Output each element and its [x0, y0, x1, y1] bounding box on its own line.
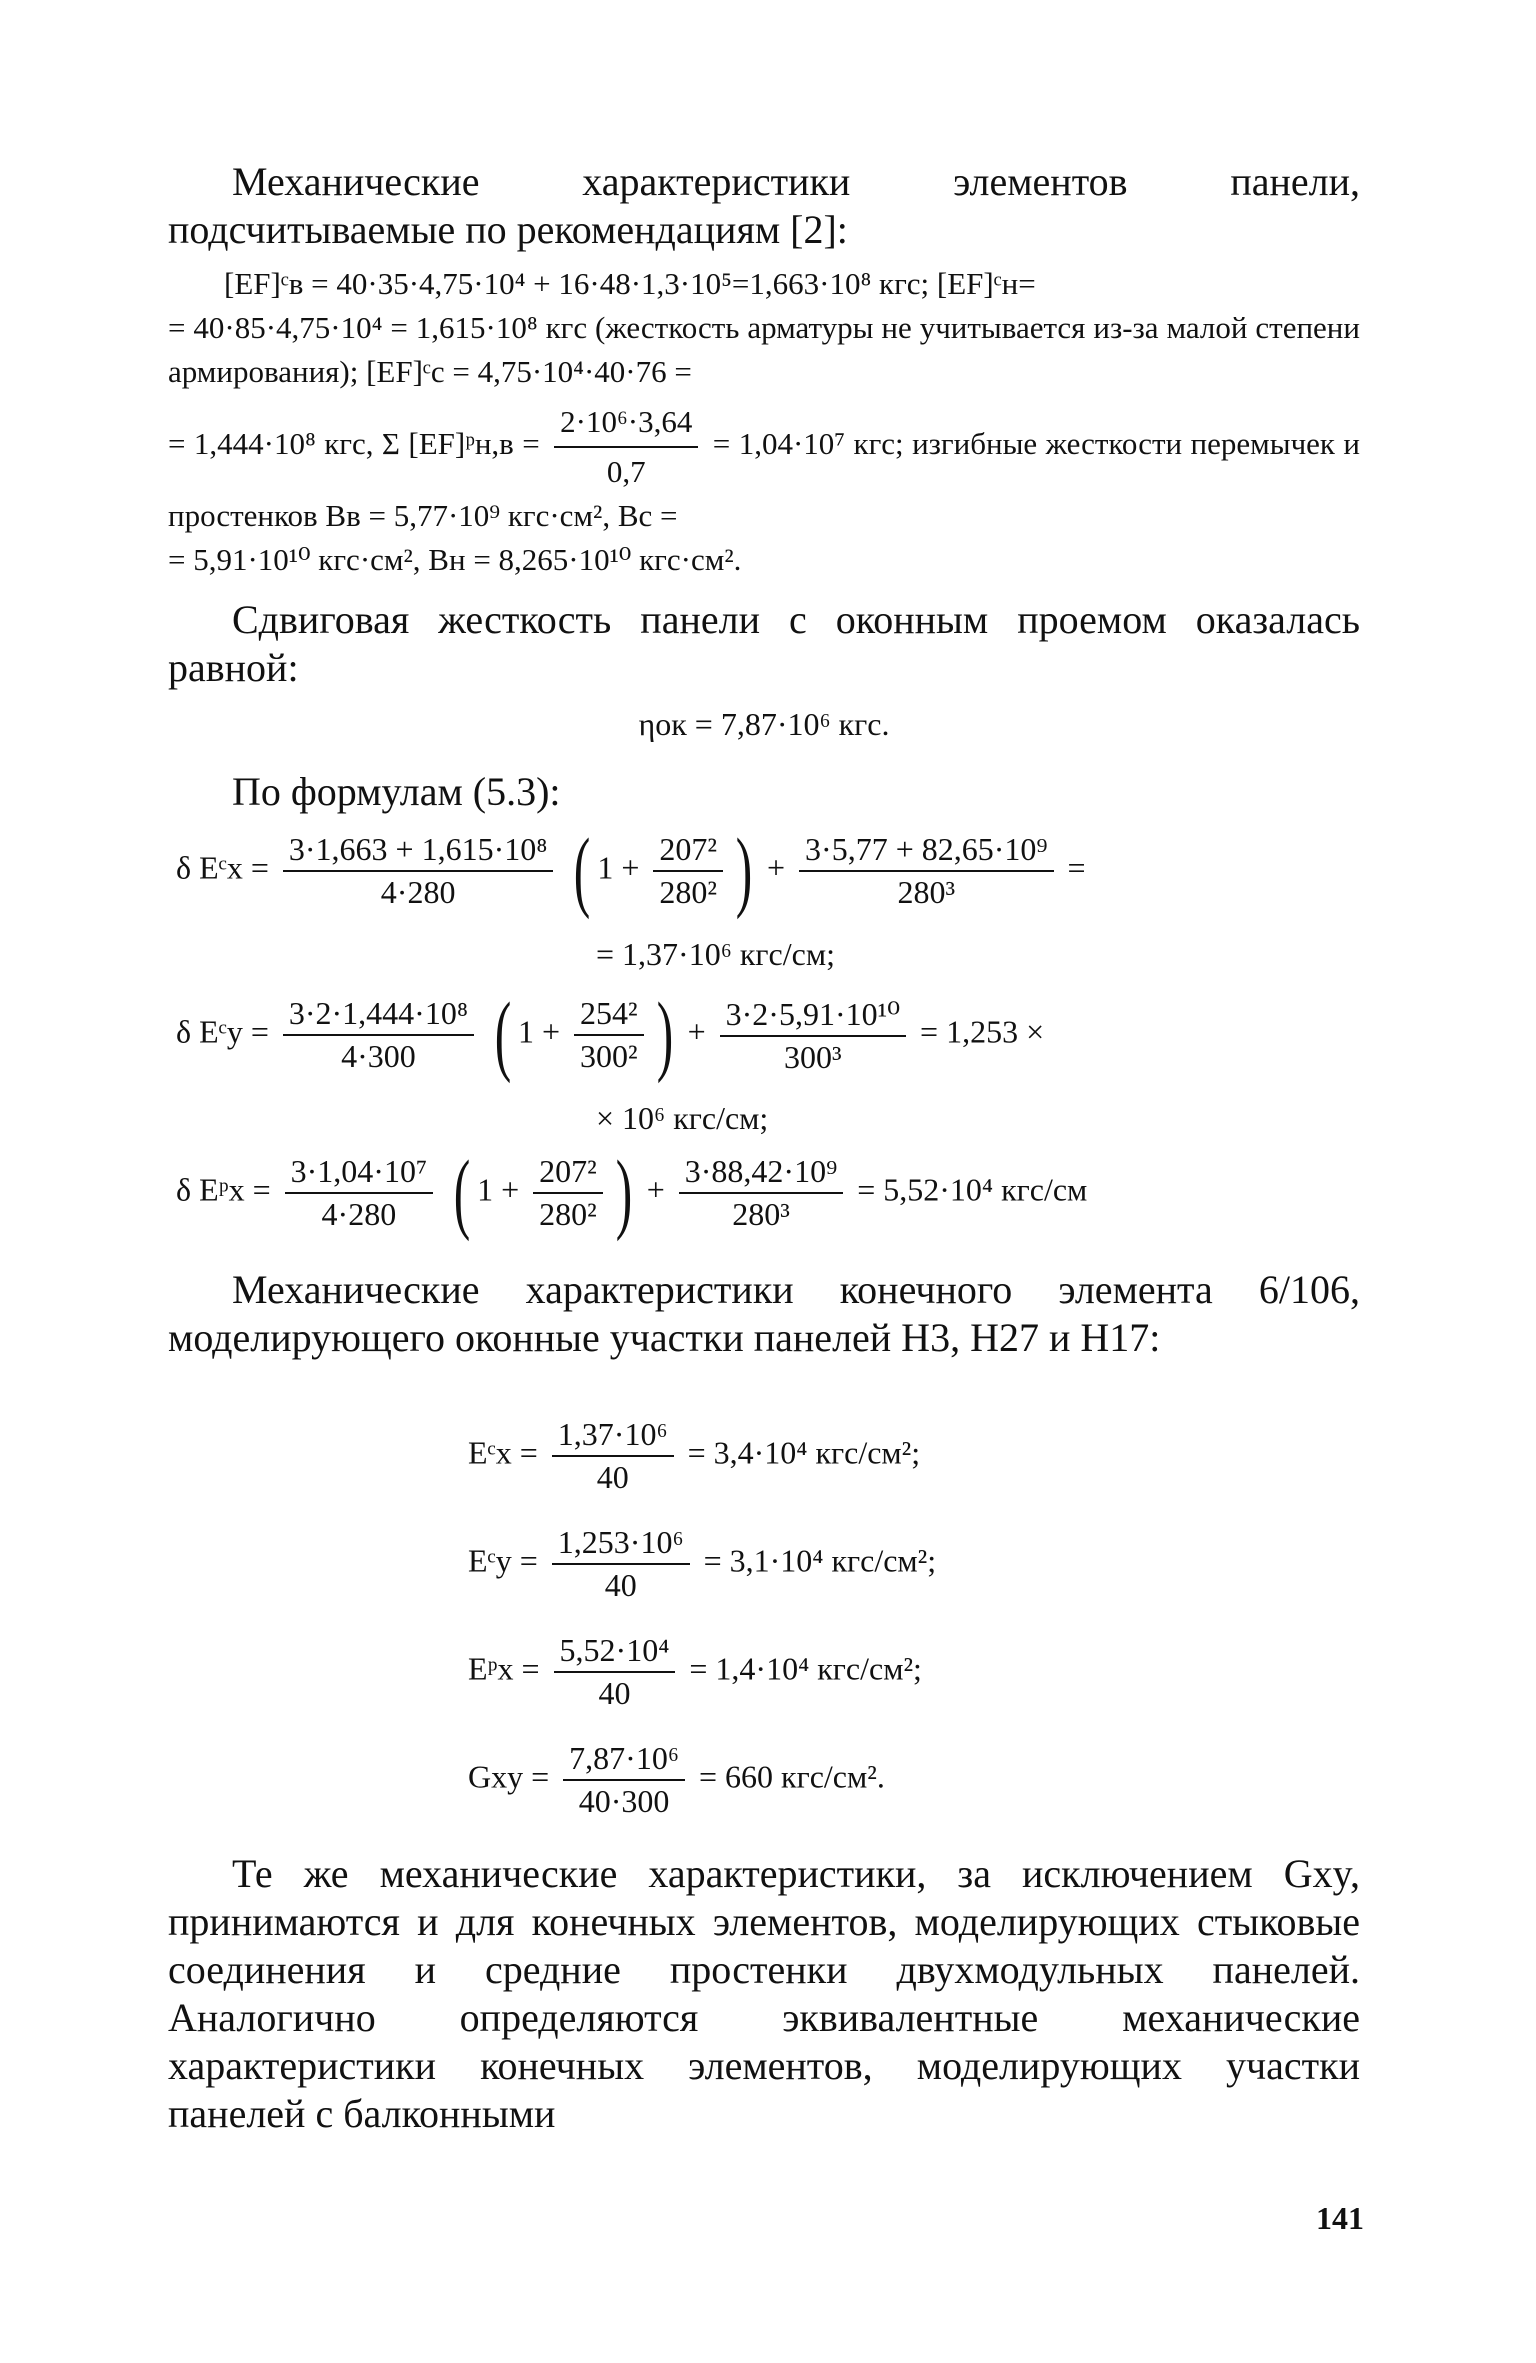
- stiffness-line-1: [EF]ᶜв = 40·35·4,75·10⁴ + 16·48·1,3·10⁵=1,663·10⁸ кгс; [EF]ᶜн=: [224, 266, 1036, 301]
- stiffness-block: [168, 262, 1360, 582]
- shear-paragraph: Сдвиговая жесткость панели с оконным проемом оказалась равной:: [168, 597, 1360, 690]
- shear-formula: ηок = 7,87·10⁶ кгс.: [638, 706, 890, 742]
- result-gxy: Gxy = $\frac{\text{7,87·10⁶}}{40\cdot 300}$ = 660 кгс/см².: [468, 1740, 885, 1819]
- closing-paragraph: Те же механические характеристики, за исключением Gxy, принимаются и для конечных элементов, моделирующих стыковые соединения и средние простенки двухмодульных панелей. Аналогично определяются эквивалентные механические характеристики конечных элементов, моделирующих участки панелей с балконными: [168, 1851, 1360, 2136]
- intro-paragraph: Механические характеристики элементов панели, подсчитываемые по рекомендациям [2]:: [168, 159, 1360, 252]
- formula-1-result: = 1,37·10⁶ кгс/см;: [596, 936, 835, 972]
- formulas-intro: По формулам (5.3):: [232, 769, 561, 814]
- element-paragraph: Механические характеристики конечного элемента 6/106, моделирующего оконные участки панелей H3, H27 и H17:: [168, 1267, 1360, 1360]
- result-ey: Eᶜy = $\frac{\text{1,253·10⁶}}{40}$ = 3,1·10⁴ кгс/см²;: [468, 1524, 937, 1603]
- formula-1: δ Eᶜx = $\frac{\text{3·1,663 + 1,615·10⁸}}{4\cdot 280}$ ( 1 + $\frac{\text{207²}}{\text{280²}}$ ) + $\frac{\text{3·5,77 + 82,65·10⁹}}{\text{280³}}$ =: [176, 821, 1086, 920]
- result-exp: Eᵖx = $\frac{\text{5,52·10⁴}}{40}$ = 1,4·10⁴ кгс/см²;: [468, 1632, 922, 1711]
- formula-3: δ Eᵖx = $\frac{\text{3·1,04·10⁷}}{4\cdot 280}$ ( 1 + $\frac{\text{207²}}{\text{280²}}$ ) + $\frac{\text{3·88,42·10⁹}}{\text{280³}}$ = 5,52·10⁴ кгс/см: [176, 1143, 1088, 1242]
- stiffness-line-2: = 40·85·4,75·10⁴ = 1,615·10⁸ кгс (жесткость арматуры не учитывается из-за малой степени армирования); [EF]ᶜс = 4,75·10⁴·40·76 =: [168, 310, 1360, 389]
- result-ex: Eᶜx = $\frac{\text{1,37·10⁶}}{40}$ = 3,4·10⁴ кгс/см²;: [468, 1416, 921, 1495]
- stiffness-line-4: = 5,91·10¹⁰ кгс·см², Bн = 8,265·10¹⁰ кгс·см².: [168, 542, 742, 577]
- stiffness-line-3: = 1,444·10⁸ кгс, Σ [EF]ᵖн,в = $\frac{\text{2·10⁶·3,64}}{0,7}$ = 1,04·10⁷ кгс; изгибные жесткости перемычек и простенков Bв = 5,77·10⁹ кгс·см², Bс =: [168, 400, 1360, 538]
- formula-2-result: × 10⁶ кгс/см;: [596, 1100, 769, 1136]
- page-number: 141: [1316, 2200, 1364, 2236]
- formula-2: δ Eᶜy = $\frac{\text{3·2·1,444·10⁸}}{4\cdot 300}$ ( 1 + $\frac{\text{254²}}{\text{300²}}$ ) + $\frac{\text{3·2·5,91·10¹⁰}}{\text{300³}}$ = 1,253 ×: [176, 985, 1045, 1084]
